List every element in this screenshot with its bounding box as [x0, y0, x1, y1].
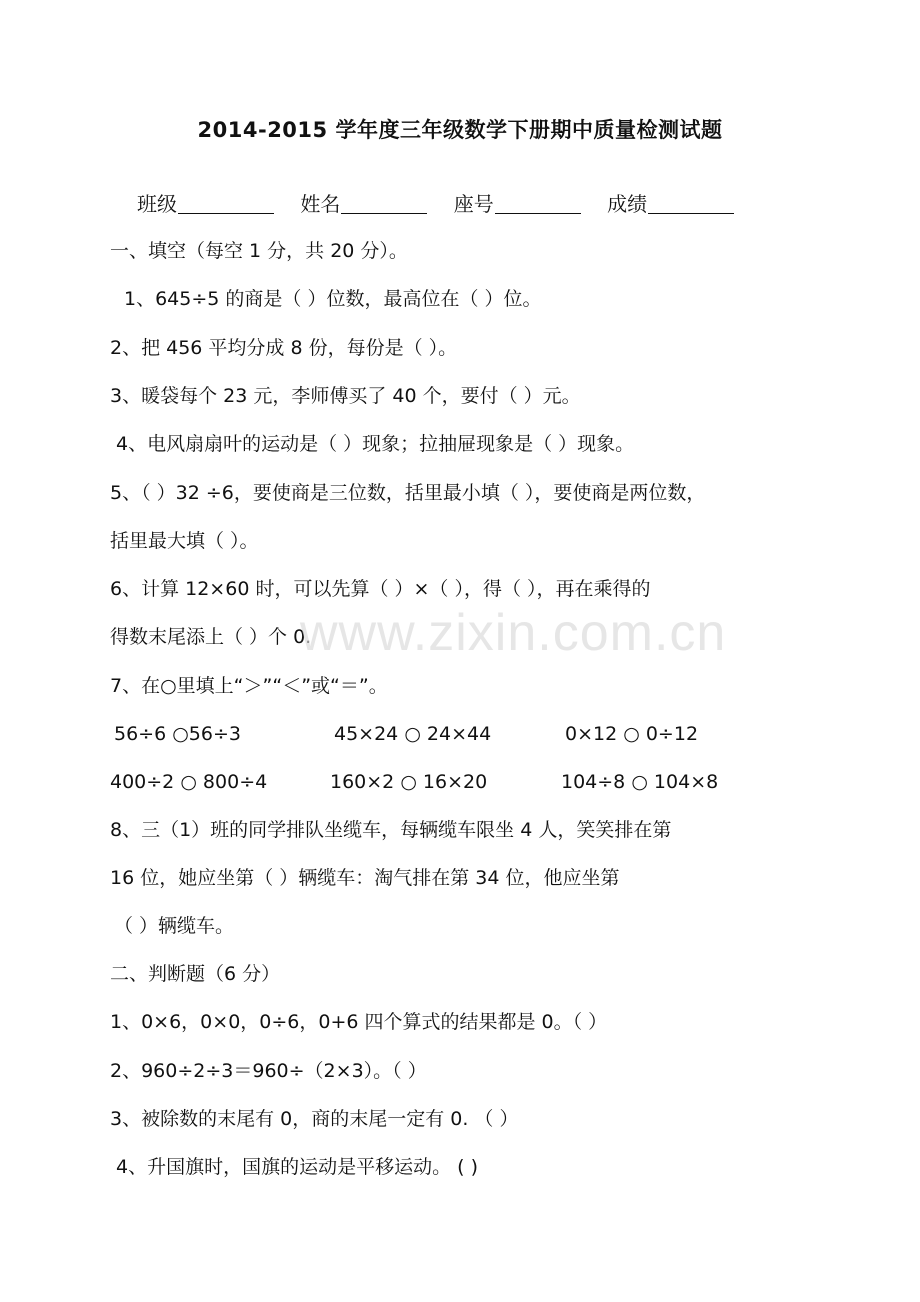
question-1-5-line2: 括里最大填（ ）。: [110, 530, 259, 552]
info-name-blank: [341, 193, 427, 214]
compare-item: 45×24 ○ 24×44: [334, 723, 492, 745]
compare-item: 0×12 ○ 0÷12: [565, 723, 699, 745]
info-score-field: [607, 188, 734, 217]
question-1-7: 7、在○里填上“＞”“＜”或“＝”。: [110, 675, 388, 697]
question-1-3: 3、暖袋每个 23 元，李师傅买了 40 个，要付（ ）元。: [110, 385, 581, 407]
compare-item: 400÷2 ○ 800÷4: [110, 771, 268, 793]
question-1-1: 1、645÷5 的商是（ ）位数，最高位在（ ）位。: [124, 288, 542, 310]
question-1-4: 4、电风扇扇叶的运动是（ ）现象；拉抽屉现象是（ ）现象。: [116, 433, 635, 455]
question-2-2: 2、960÷2÷3＝960÷（2×3）。（ ）: [110, 1060, 427, 1082]
question-2-3: 3、被除数的末尾有 0，商的末尾一定有 0. （ ）: [110, 1108, 519, 1130]
info-seat-label: 座号: [453, 192, 494, 216]
info-seat-blank: [495, 193, 581, 214]
section1-heading: 一、填空（每空 1 分，共 20 分）。: [110, 240, 408, 262]
question-1-6-line2: 得数末尾添上（ ）个 0.: [110, 626, 312, 648]
question-1-2: 2、把 456 平均分成 8 份，每份是（ ）。: [110, 337, 458, 359]
compare-row-1: [0, 720, 920, 748]
compare-item: 104÷8 ○ 104×8: [561, 771, 719, 793]
info-score-label: 成绩: [607, 192, 648, 216]
student-info-line: [137, 188, 752, 217]
info-name-field: [300, 188, 427, 217]
info-class-field: [137, 188, 274, 217]
info-class-label: 班级: [137, 192, 177, 216]
info-seat-field: [454, 188, 581, 217]
compare-item: 160×2 ○ 16×20: [330, 771, 488, 793]
info-class-blank: [178, 193, 274, 214]
info-score-blank: [648, 193, 734, 214]
question-1-8-line3: （ ）辆缆车。: [114, 915, 235, 937]
compare-row-2: [0, 768, 920, 796]
compare-item: 56÷6 ○56÷3: [114, 723, 241, 745]
section2-heading: 二、判断题（6 分）: [110, 963, 281, 985]
question-2-1: 1、0×6，0×0，0÷6，0+6 四个算式的结果都是 0。（ ）: [110, 1011, 608, 1033]
question-1-6-line1: 6、计算 12×60 时，可以先算（ ）×（ ），得（ ），再在乘得的: [110, 578, 651, 600]
info-name-label: 姓名: [300, 192, 341, 216]
question-1-5-line1: 5、（ ）32 ÷6，要使商是三位数，括里最小填（ ），要使商是两位数，: [110, 482, 706, 504]
page-title: 2014-2015 学年度三年级数学下册期中质量检测试题: [197, 118, 723, 142]
question-1-8-line1: 8、三（1）班的同学排队坐缆车，每辆缆车限坐 4 人，笑笑排在第: [110, 819, 672, 841]
question-1-8-line2: 16 位，她应坐第（ ）辆缆车：淘气排在第 34 位，他应坐第: [110, 867, 620, 889]
question-2-4: 4、升国旗时，国旗的运动是平移运动。 ( ): [116, 1156, 478, 1178]
watermark-text: www.zixin.com.cn: [300, 604, 727, 662]
